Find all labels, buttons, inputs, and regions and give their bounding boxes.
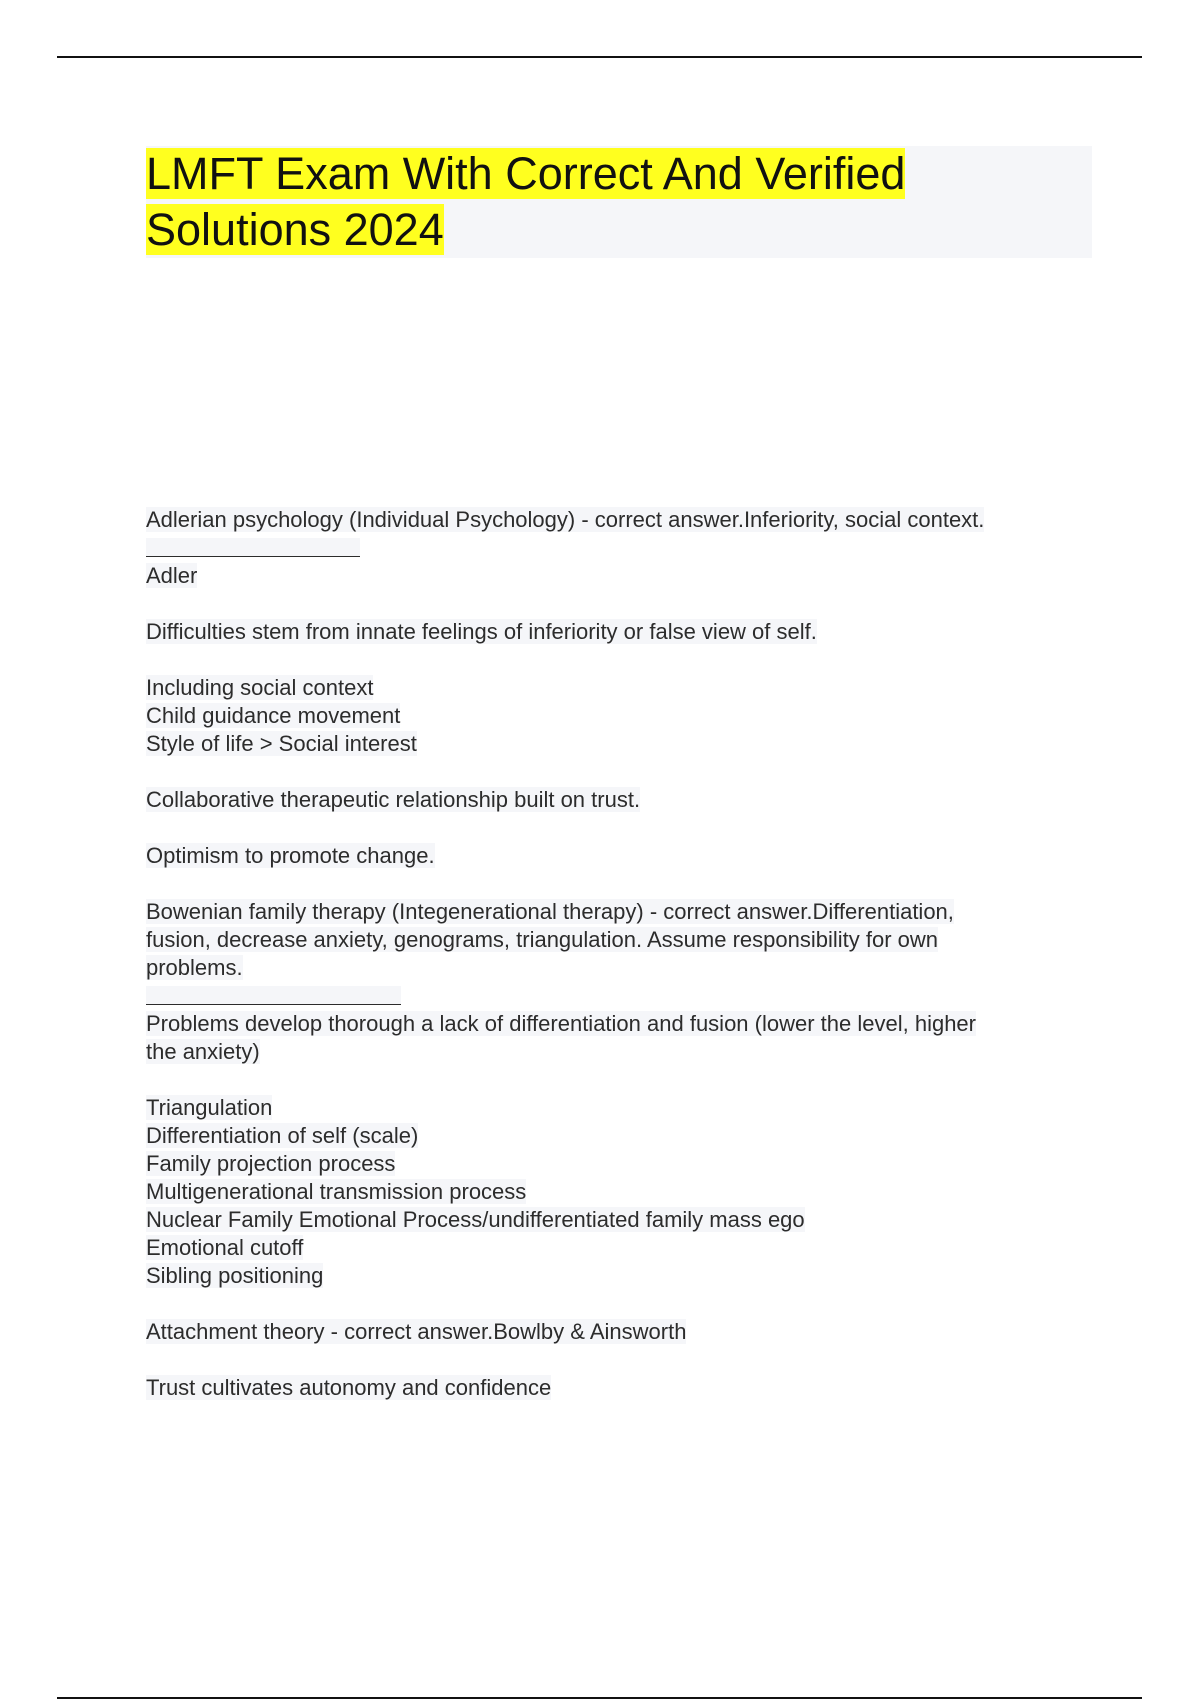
adler-paragraph-2: Collaborative therapeutic relationship built on trust. bbox=[146, 787, 641, 812]
list-item: Emotional cutoff bbox=[146, 1235, 304, 1260]
list-item: Sibling positioning bbox=[146, 1263, 324, 1288]
list-item: Child guidance movement bbox=[146, 703, 401, 728]
list-item: Nuclear Family Emotional Process/undifferentiated family mass ego bbox=[146, 1207, 805, 1232]
list-item: Including social context bbox=[146, 675, 374, 700]
page-title bbox=[146, 146, 1092, 258]
list-item: Family projection process bbox=[146, 1151, 396, 1176]
bowen-question-line-3: problems. bbox=[146, 955, 243, 980]
header-rule bbox=[57, 56, 1142, 58]
title-block bbox=[146, 146, 1092, 258]
adler-name: Adler bbox=[146, 563, 198, 588]
answer-separator bbox=[146, 534, 1092, 562]
list-item: Triangulation bbox=[146, 1095, 273, 1120]
answer-separator bbox=[146, 982, 1092, 1010]
attachment-question: Attachment theory - correct answer.Bowlby & Ainsworth bbox=[146, 1319, 687, 1344]
footer-rule bbox=[57, 1697, 1142, 1699]
list-item: Style of life > Social interest bbox=[146, 731, 417, 756]
bowen-question-line-2: fusion, decrease anxiety, genograms, triangulation. Assume responsibility for own bbox=[146, 927, 939, 952]
attachment-paragraph-1: Trust cultivates autonomy and confidence bbox=[146, 1375, 552, 1400]
adler-paragraph-3: Optimism to promote change. bbox=[146, 843, 435, 868]
adler-question: Adlerian psychology (Individual Psychology) - correct answer.Inferiority, social context. bbox=[146, 507, 985, 532]
document-body bbox=[146, 506, 1092, 1402]
adler-paragraph-1: Difficulties stem from innate feelings of inferiority or false view of self. bbox=[146, 619, 817, 644]
title-line-2: Solutions 2024 bbox=[146, 204, 444, 255]
bowen-paragraph-line-2: the anxiety) bbox=[146, 1039, 260, 1064]
bowen-question-line-1: Bowenian family therapy (Integenerational therapy) - correct answer.Differentiation, bbox=[146, 899, 954, 924]
list-item: Differentiation of self (scale) bbox=[146, 1123, 419, 1148]
title-line-1: LMFT Exam With Correct And Verified bbox=[146, 148, 906, 199]
list-item: Multigenerational transmission process bbox=[146, 1179, 527, 1204]
bowen-paragraph-line-1: Problems develop thorough a lack of differentiation and fusion (lower the level, higher bbox=[146, 1011, 976, 1036]
